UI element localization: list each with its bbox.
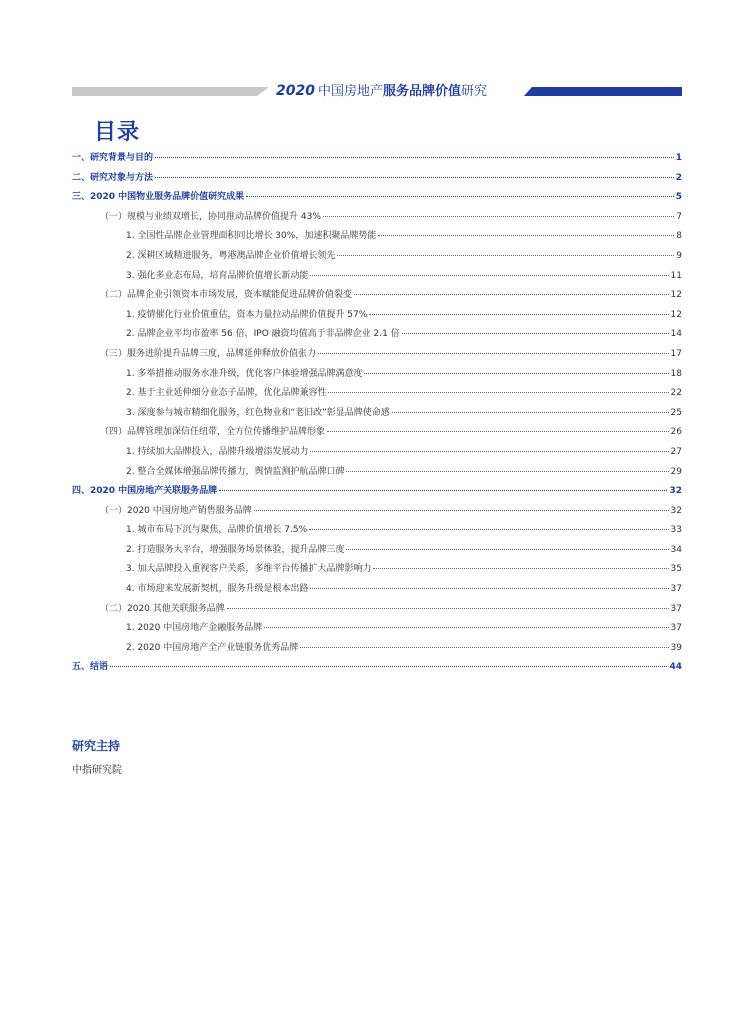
toc-entry-title: 3. 加大品牌投入重视客户关系，多维平台传播扩大品牌影响力 (126, 564, 372, 575)
toc-dot-leader (392, 412, 669, 413)
header-blue-bar (524, 87, 682, 96)
toc-entry[interactable] (72, 366, 682, 386)
toc-entry[interactable] (72, 424, 682, 444)
header-gray-bar (72, 87, 269, 96)
toc-dot-leader (264, 627, 668, 628)
toc-entry-title: 3. 强化多业态布局，培育品牌价值增长新动能 (126, 270, 309, 281)
header-year: 2020 (276, 83, 315, 99)
toc-entry-page: 1 (675, 153, 682, 163)
toc-dot-leader (402, 333, 669, 334)
toc-dot-leader (155, 177, 674, 178)
toc-entry-title: 4. 市场迎来发展新契机，服务升级是根本出路 (126, 584, 309, 595)
toc-entry-page: 33 (670, 525, 682, 536)
table-of-contents (72, 150, 682, 679)
toc-entry-title: 3. 深度参与城市精细化服务，红色物业和“老旧改”彰显品牌使命感 (126, 407, 390, 418)
toc-entry-title: （二）品牌企业引领资本市场发展，资本赋能促进品牌价值裂变 (100, 290, 353, 301)
toc-dot-leader (219, 490, 667, 491)
toc-heading: 目录 (94, 120, 141, 145)
toc-entry-title: 1. 持续加大品牌投入，品牌升级增添发展动力 (126, 446, 309, 457)
toc-entry-page: 27 (670, 446, 682, 457)
toc-entry[interactable] (72, 189, 682, 209)
toc-entry-title: 2. 基于主业延伸细分业态子品牌，优化品牌兼容性 (126, 388, 327, 399)
toc-entry-title: 2. 2020 中国房地产全产业链服务优秀品牌 (126, 642, 299, 653)
toc-dot-leader (310, 275, 668, 276)
toc-dot-leader (227, 608, 669, 609)
toc-entry-page: 12 (670, 309, 682, 320)
toc-entry-title: （二）2020 其他关联服务品牌 (100, 603, 225, 614)
toc-entry-title: （三）服务进阶提升品牌三度，品牌延伸释放价值张力 (100, 348, 317, 359)
research-host-name: 中指研究院 (72, 765, 122, 776)
toc-entry-title: 1. 疫情催化行业价值重估，资本力量拉动品牌价值提升 57% (126, 309, 368, 320)
toc-entry-page: 12 (670, 290, 682, 301)
header-title-bold: 服务品牌价值 (382, 84, 461, 99)
toc-entry-page: 37 (670, 623, 682, 634)
toc-entry[interactable] (72, 561, 682, 581)
toc-entry[interactable] (72, 170, 682, 190)
toc-entry-page: 26 (670, 427, 682, 438)
toc-entry[interactable] (72, 307, 682, 327)
toc-entry-title: 1. 2020 中国房地产金融服务品牌 (126, 623, 263, 634)
toc-dot-leader (378, 235, 674, 236)
toc-entry-page: 2 (675, 172, 682, 183)
toc-entry-page: 18 (670, 368, 682, 379)
page-header (0, 78, 754, 104)
toc-entry[interactable] (72, 209, 682, 229)
toc-dot-leader (328, 392, 668, 393)
toc-entry-title: 2. 打造服务大平台，增强服务场景体验，提升品牌三度 (126, 544, 345, 555)
toc-entry-page: 8 (676, 231, 682, 242)
toc-entry[interactable] (72, 150, 682, 170)
toc-entry-title: （一）规模与业绩双增长，协同推动品牌价值提升 43% (100, 211, 321, 222)
toc-entry-page: 14 (670, 329, 682, 340)
toc-entry-title: 一、研究背景与目的 (72, 153, 154, 163)
toc-entry[interactable] (72, 287, 682, 307)
toc-entry-page: 5 (675, 192, 682, 203)
toc-entry[interactable] (72, 326, 682, 346)
toc-entry[interactable] (72, 640, 682, 660)
toc-dot-leader (318, 353, 669, 354)
toc-entry-page: 9 (676, 250, 682, 261)
toc-dot-leader (369, 314, 668, 315)
toc-entry[interactable] (72, 659, 682, 679)
toc-entry[interactable] (72, 444, 682, 464)
toc-dot-leader (346, 471, 668, 472)
toc-entry-page: 22 (670, 388, 682, 399)
toc-dot-leader (323, 216, 674, 217)
research-host-title: 研究主持 (72, 739, 121, 753)
toc-entry-page: 17 (670, 348, 682, 359)
toc-entry-page: 35 (670, 564, 682, 575)
toc-entry-page: 37 (670, 603, 682, 614)
toc-entry[interactable] (72, 268, 682, 288)
toc-entry-page: 7 (676, 211, 682, 222)
toc-entry-title: 1. 城市布局下沉与聚焦，品牌价值增长 7.5% (126, 525, 308, 536)
toc-dot-leader (310, 588, 668, 589)
toc-entry-title: 1. 全国性品牌企业管理面积同比增长 30%，加速积聚品牌势能 (126, 231, 377, 242)
toc-dot-leader (254, 510, 669, 511)
toc-entry-title: 二、研究对象与方法 (72, 172, 154, 183)
toc-entry-page: 32 (670, 505, 682, 516)
toc-dot-leader (327, 431, 669, 432)
toc-dot-leader (246, 196, 674, 197)
toc-entry[interactable] (72, 581, 682, 601)
toc-entry-page: 29 (670, 466, 682, 477)
toc-entry-page: 34 (670, 544, 682, 555)
toc-entry-page: 37 (670, 584, 682, 595)
toc-entry-title: （一）2020 中国房地产销售服务品牌 (100, 505, 252, 516)
toc-entry-title: 三、2020 中国物业服务品牌价值研究成果 (72, 192, 245, 203)
toc-entry[interactable] (72, 464, 682, 484)
header-title-post: 研究 (461, 84, 488, 99)
toc-dot-leader (300, 647, 668, 648)
toc-entry[interactable] (72, 483, 682, 503)
toc-entry-title: 五、结语 (72, 662, 109, 673)
toc-entry-page: 11 (670, 270, 682, 281)
toc-entry[interactable] (72, 522, 682, 542)
toc-entry-page: 39 (670, 642, 682, 653)
toc-entry[interactable] (72, 385, 682, 405)
toc-entry[interactable] (72, 346, 682, 366)
toc-dot-leader (309, 529, 668, 530)
toc-entry[interactable] (72, 503, 682, 523)
header-title (276, 78, 487, 104)
toc-dot-leader (337, 255, 674, 256)
toc-entry[interactable] (72, 405, 682, 425)
toc-dot-leader (373, 568, 668, 569)
toc-entry-title: 2. 深耕区域精进服务，粤港澳品牌企业价值增长领先 (126, 250, 336, 261)
toc-entry-page: 32 (669, 486, 682, 497)
toc-entry[interactable] (72, 248, 682, 268)
toc-dot-leader (364, 373, 668, 374)
toc-entry[interactable] (72, 542, 682, 562)
toc-entry[interactable] (72, 601, 682, 621)
toc-entry[interactable] (72, 228, 682, 248)
toc-entry-title: （四）品牌管理加深信任纽带，全方位传播维护品牌形象 (100, 427, 326, 438)
toc-entry-title: 1. 多举措推动服务水准升级，优化客户体验增强品牌满意度 (126, 368, 363, 379)
toc-entry-title: 2. 品牌企业平均市盈率 56 倍，IPO 融资均值高于非品牌企业 2.1 倍 (126, 329, 400, 340)
toc-dot-leader (354, 294, 669, 295)
header-title-pre: 中国房地产 (317, 84, 383, 99)
toc-entry-title: 四、2020 中国房地产关联服务品牌 (72, 486, 218, 497)
toc-dot-leader (155, 157, 674, 158)
toc-dot-leader (110, 666, 667, 667)
toc-entry-page: 44 (669, 662, 682, 673)
toc-entry-title: 2. 整合全媒体增强品牌传播力，舆情监测护航品牌口碑 (126, 466, 345, 477)
toc-entry-page: 25 (670, 407, 682, 418)
toc-dot-leader (346, 549, 668, 550)
toc-dot-leader (310, 451, 668, 452)
toc-entry[interactable] (72, 620, 682, 640)
